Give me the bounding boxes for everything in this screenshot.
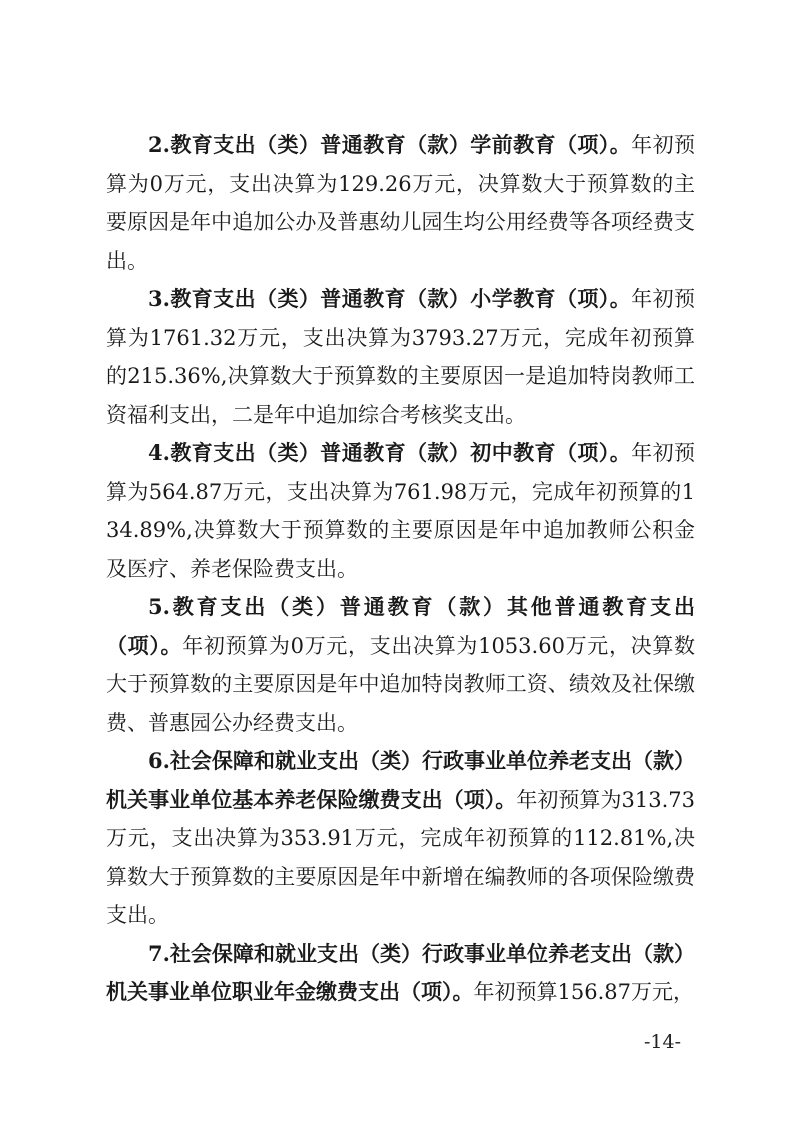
paragraph-heading: 7.社会保障和就业支出（类）行政事业单位养老支出（款）机关事业单位职业年金缴费支出（项）。 [106,940,695,1004]
paragraph-heading: 4.教育支出（类）普通教育（款）初中教育（项）。 [148,440,632,465]
paragraph-other-general-education [106,588,695,742]
paragraph-occupational-annuity [106,935,695,1012]
paragraph-text: 年初预算为0万元，支出决算为129.26万元，决算数大于预算数的主要原因是年中追加公办及普惠幼儿园生均公用经费等各项经费支出。 [106,133,696,273]
paragraph-junior-high-education [106,434,695,588]
paragraph-heading: 3.教育支出（类）普通教育（款）小学教育（项）。 [148,286,632,311]
paragraph-primary-education [106,280,695,434]
paragraph-text: 年初预算156.87万元， [473,980,694,1004]
paragraph-heading: 6.社会保障和就业支出（类）行政事业单位养老支出（款）机关事业单位基本养老保险缴费支出（项）。 [106,748,695,812]
paragraph-text: 年初预算为564.87万元，支出决算为761.98万元，完成年初预算的134.89%,决算数大于预算数的主要原因是年中追加教师公积金及医疗、养老保险费支出。 [106,441,696,581]
paragraph-basic-pension-insurance [106,742,695,935]
document-body [106,126,695,1012]
paragraph-text: 年初预算为1761.32万元，支出决算为3793.27万元，完成年初预算的215.36%,决算数大于预算数的主要原因一是追加特岗教师工资福利支出，二是年中追加综合考核奖支出。 [106,287,696,427]
paragraph-text: 年初预算为313.73万元，支出决算为353.91万元，完成年初预算的112.81%,决算数大于预算数的主要原因是年中新增在编教师的各项保险缴费支出。 [106,787,695,927]
paragraph-text: 年初预算为0万元，支出决算为1053.60万元，决算数大于预算数的主要原因是年中追加特岗教师工资、绩效及社保缴费、普惠园公办经费支出。 [106,633,695,735]
page-number: -14- [643,1031,681,1053]
paragraph-preschool-education [106,126,695,280]
paragraph-heading: 2.教育支出（类）普通教育（款）学前教育（项）。 [148,132,632,157]
paragraph-heading: 5.教育支出（类）普通教育（款）其他普通教育支出（项）。 [106,594,695,658]
